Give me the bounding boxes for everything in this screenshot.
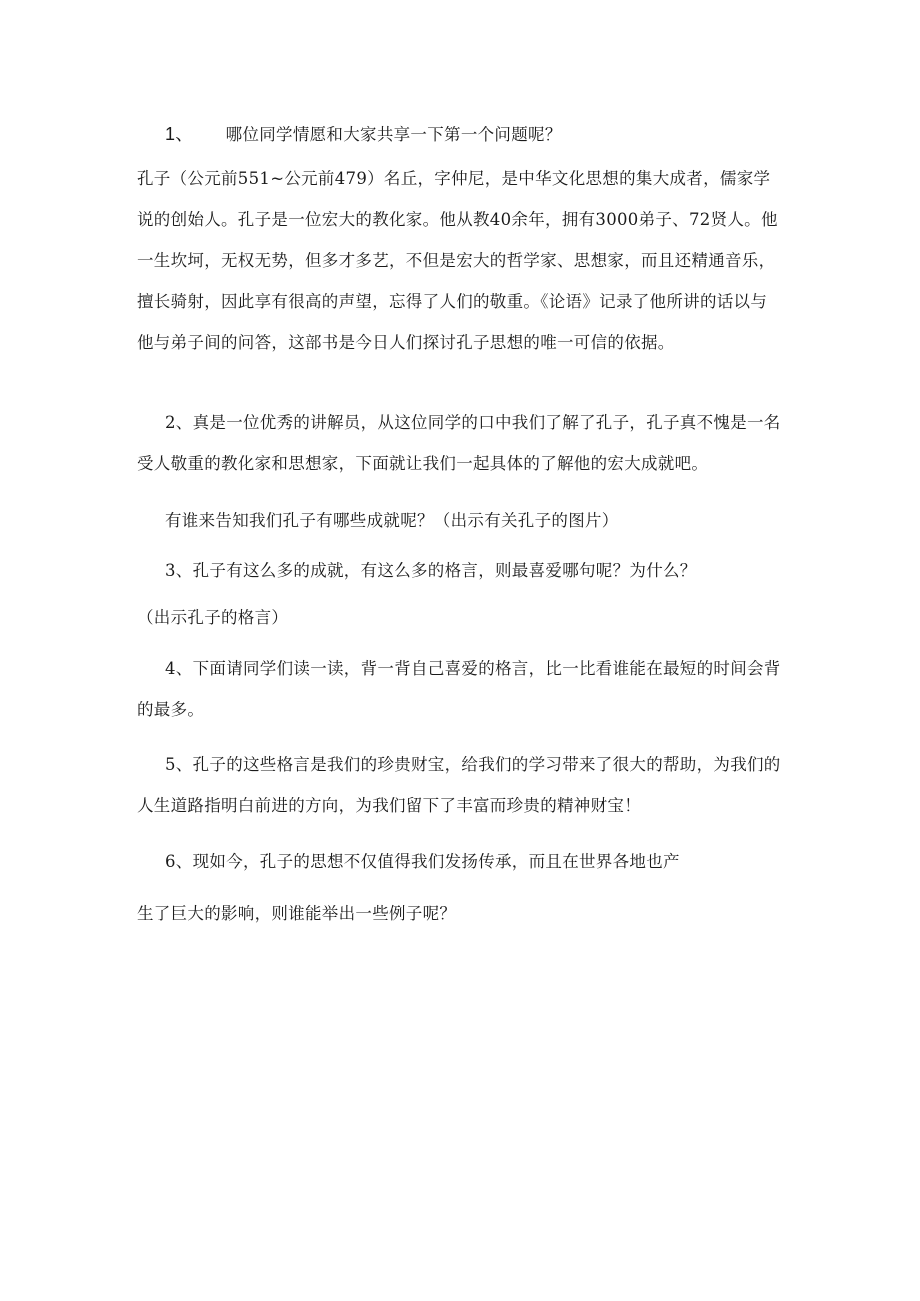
paragraph-6 xyxy=(137,841,787,882)
text-line: 人生道路指明白前进的方向，为我们留下了丰富而珍贵的精神财宝！ xyxy=(137,796,641,815)
text-line: （出示孔子的格言） xyxy=(137,608,289,627)
text-line: 6、现如今，孔子的思想不仅值得我们发扬传承，而且在世界各地也产 xyxy=(165,852,680,871)
paragraph-show-sayings xyxy=(137,597,787,638)
text-line: 4、下面请同学们读一读，背一背自己喜爱的格言，比一比看谁能在最短的时间会背 xyxy=(165,659,781,678)
text-line: 说的创始人。孔子是一位宏大的教化家。他从教40余年，拥有3000弟子、72贤人。他 xyxy=(137,210,778,229)
text-line: 受人敬重的教化家和思想家，下面就让我们一起具体的了解他的宏大成就吧。 xyxy=(137,454,709,473)
paragraph-2 xyxy=(137,402,787,484)
text-line: 3、孔子有这么多的成就，有这么多的格言，则最喜爱哪句呢？为什么？ xyxy=(165,561,697,580)
question-text: 哪位同学情愿和大家共享一下第一个问题呢？ xyxy=(225,125,562,144)
text-line: 的最多。 xyxy=(137,700,205,719)
text-line: 5、孔子的这些格言是我们的珍贵财宝，给我们的学习带来了很大的帮助，为我们的 xyxy=(165,755,781,774)
text-line: 擅长骑射，因此享有很高的声望，忘得了人们的敬重。《论语》记录了他所讲的话以与 xyxy=(137,292,768,311)
text-line: 有谁来告知我们孔子有哪些成就呢？（出示有关孔子的图片） xyxy=(165,511,619,530)
paragraph-1-line xyxy=(137,114,787,155)
paragraph-1 xyxy=(137,114,787,155)
text-line: 一生坎坷，无权无势，但多才多艺，不但是宏大的哲学家、思想家，而且还精通音乐， xyxy=(137,251,776,270)
paragraph-4 xyxy=(137,648,787,730)
text-line: 孔子（公元前551~公元前479）名丘，字仲尼，是中华文化思想的集大成者，儒家学 xyxy=(137,169,771,188)
text-line: 他与弟子间的问答，这部书是今日人们探讨孔子思想的唯一可信的依据。 xyxy=(137,333,675,352)
paragraph-achievements xyxy=(137,500,787,541)
item-number: 1、 xyxy=(165,124,194,144)
text-line: 生了巨大的影响，则谁能举出一些例子呢？ xyxy=(137,904,457,923)
paragraph-6-continued xyxy=(137,893,787,934)
paragraph-5 xyxy=(137,744,787,826)
paragraph-confucius-intro xyxy=(137,158,787,363)
text-line: 2、真是一位优秀的讲解员，从这位同学的口中我们了解了孔子，孔子真不愧是一名 xyxy=(165,413,781,432)
paragraph-3 xyxy=(137,550,787,591)
